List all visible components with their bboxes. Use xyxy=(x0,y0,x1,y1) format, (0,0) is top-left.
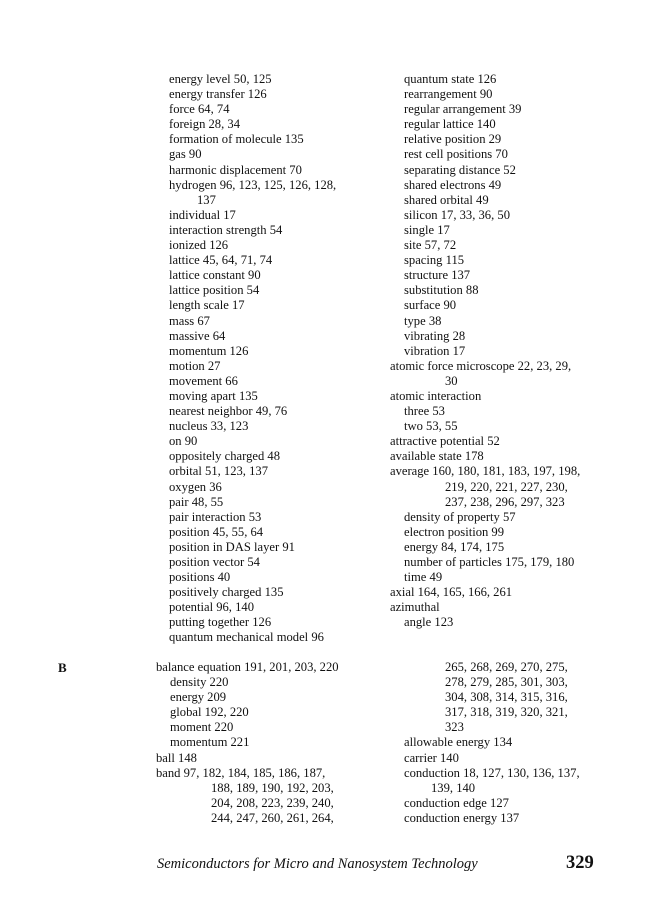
index-entry: site 57, 72 xyxy=(404,238,457,253)
index-entry: energy 209 xyxy=(170,690,227,705)
index-entry: relative position 29 xyxy=(404,132,502,147)
index-entry: length scale 17 xyxy=(169,298,245,313)
index-entry: oxygen 36 xyxy=(169,479,222,494)
index-entry: formation of molecule 135 xyxy=(169,132,304,147)
index-entry: available state 178 xyxy=(390,449,484,464)
index-entry: moment 220 xyxy=(170,720,234,735)
footer-book-title: Semiconductors for Micro and Nanosystem Technology xyxy=(157,856,478,872)
index-entry: ball 148 xyxy=(156,750,197,765)
index-entry: atomic interaction xyxy=(390,388,482,403)
index-entry: conduction energy 137 xyxy=(404,810,520,825)
index-entry: nucleus 33, 123 xyxy=(169,419,249,434)
index-entry: potential 96, 140 xyxy=(169,600,254,615)
index-entry: pair 48, 55 xyxy=(169,494,224,509)
index-entry: momentum 221 xyxy=(170,735,250,750)
index-entry: 244, 247, 260, 261, 264, xyxy=(211,810,334,825)
index-entry: conduction 18, 127, 130, 136, 137, xyxy=(404,765,580,780)
index-column-top-left xyxy=(169,72,336,646)
index-entry: 219, 220, 221, 227, 230, xyxy=(445,479,568,494)
index-entry: lattice constant 90 xyxy=(169,268,261,283)
index-entry: shared electrons 49 xyxy=(404,177,502,192)
index-entry: force 64, 74 xyxy=(169,102,230,117)
index-entry: hydrogen 96, 123, 125, 126, 128, xyxy=(169,177,337,192)
index-entry: putting together 126 xyxy=(169,615,272,630)
index-entry: angle 123 xyxy=(404,615,454,630)
index-entry: quantum state 126 xyxy=(404,72,497,86)
index-entry: momentum 126 xyxy=(169,343,249,358)
index-entry: regular arrangement 39 xyxy=(404,102,522,117)
index-entry: 188, 189, 190, 192, 203, xyxy=(211,780,334,795)
index-entry: energy level 50, 125 xyxy=(169,72,272,86)
index-entry: 30 xyxy=(445,373,458,388)
index-entry: spacing 115 xyxy=(404,253,465,268)
index-entry: rest cell positions 70 xyxy=(404,147,508,162)
index-entry: energy transfer 126 xyxy=(169,87,267,102)
index-entry: silicon 17, 33, 36, 50 xyxy=(404,207,510,222)
index-entry: number of particles 175, 179, 180 xyxy=(404,555,575,569)
index-entry: shared orbital 49 xyxy=(404,192,489,207)
index-entry: ionized 126 xyxy=(169,238,229,253)
index-entry: azimuthal xyxy=(390,600,440,615)
index-entry: nearest neighbor 49, 76 xyxy=(169,404,288,419)
index-entry: oppositely charged 48 xyxy=(169,449,280,464)
index-entry: substitution 88 xyxy=(404,283,479,298)
index-entry: surface 90 xyxy=(404,298,457,313)
index-entry: individual 17 xyxy=(169,207,236,222)
index-entry: time 49 xyxy=(404,570,443,585)
index-entry: motion 27 xyxy=(169,358,221,373)
index-entry: average 160, 180, 181, 183, 197, 198, xyxy=(390,464,581,479)
index-entry: foreign 28, 34 xyxy=(169,117,240,132)
index-entry: conduction edge 127 xyxy=(404,795,509,810)
index-entry: electron position 99 xyxy=(404,524,505,539)
index-entry: two 53, 55 xyxy=(404,419,458,434)
index-entry: structure 137 xyxy=(404,268,471,283)
page-number: 329 xyxy=(566,853,594,873)
index-entry: on 90 xyxy=(169,434,198,449)
index-entry: 278, 279, 285, 301, 303, xyxy=(445,675,568,690)
index-entry: vibration 17 xyxy=(404,343,466,358)
index-entry: moving apart 135 xyxy=(169,388,258,403)
section-letter: B xyxy=(58,660,67,675)
index-entry: lattice 45, 64, 71, 74 xyxy=(169,253,273,268)
index-entry: mass 67 xyxy=(169,313,210,328)
index-entry: lattice position 54 xyxy=(169,283,260,298)
index-entry: 304, 308, 314, 315, 316, xyxy=(445,690,568,705)
index-entry: 323 xyxy=(445,720,464,735)
index-entry: single 17 xyxy=(404,222,450,237)
index-entry: quantum mechanical model 96 xyxy=(169,630,324,645)
index-entry: position vector 54 xyxy=(169,555,260,569)
index-entry: density 220 xyxy=(170,675,229,690)
index-entry: regular lattice 140 xyxy=(404,117,496,132)
index-entry: 137 xyxy=(197,192,216,207)
index-entry: positively charged 135 xyxy=(169,585,284,600)
index-entry: 204, 208, 223, 239, 240, xyxy=(211,795,334,810)
index-entry: rearrangement 90 xyxy=(404,87,493,102)
index-entry: global 192, 220 xyxy=(170,705,249,720)
index-entry: separating distance 52 xyxy=(404,162,516,177)
index-entry: interaction strength 54 xyxy=(169,222,283,237)
index-entry: 317, 318, 319, 320, 321, xyxy=(445,705,568,720)
index-entry: 237, 238, 296, 297, 323 xyxy=(445,494,565,509)
index-entry: harmonic displacement 70 xyxy=(169,162,302,177)
index-entry: band 97, 182, 184, 185, 186, 187, xyxy=(156,765,326,780)
index-entry: three 53 xyxy=(404,404,445,419)
index-column-bottom-right xyxy=(390,660,580,826)
index-entry: attractive potential 52 xyxy=(390,434,500,449)
index-entry: vibrating 28 xyxy=(404,328,466,343)
index-entry: position 45, 55, 64 xyxy=(169,524,264,539)
index-entry: balance equation 191, 201, 203, 220 xyxy=(156,660,339,674)
index-entry: movement 66 xyxy=(169,373,238,388)
index-entry: massive 64 xyxy=(169,328,226,343)
index-entry: atomic force microscope 22, 23, 29, xyxy=(390,358,572,373)
index-entry: orbital 51, 123, 137 xyxy=(169,464,268,479)
index-column-top-right xyxy=(390,72,580,630)
index-entry: 139, 140 xyxy=(431,780,476,795)
index-entry: allowable energy 134 xyxy=(404,735,513,750)
index-entry: axial 164, 165, 166, 261 xyxy=(390,585,513,600)
index-entry: pair interaction 53 xyxy=(169,509,262,524)
index-entry: gas 90 xyxy=(169,147,202,162)
index-entry: density of property 57 xyxy=(404,509,516,524)
index-entry: positions 40 xyxy=(169,570,231,585)
index-column-bottom-left xyxy=(156,660,339,826)
index-entry: 265, 268, 269, 270, 275, xyxy=(445,660,568,674)
index-entry: type 38 xyxy=(404,313,442,328)
index-entry: energy 84, 174, 175 xyxy=(404,539,505,554)
index-entry: position in DAS layer 91 xyxy=(169,539,295,554)
index-entry: carrier 140 xyxy=(404,750,459,765)
